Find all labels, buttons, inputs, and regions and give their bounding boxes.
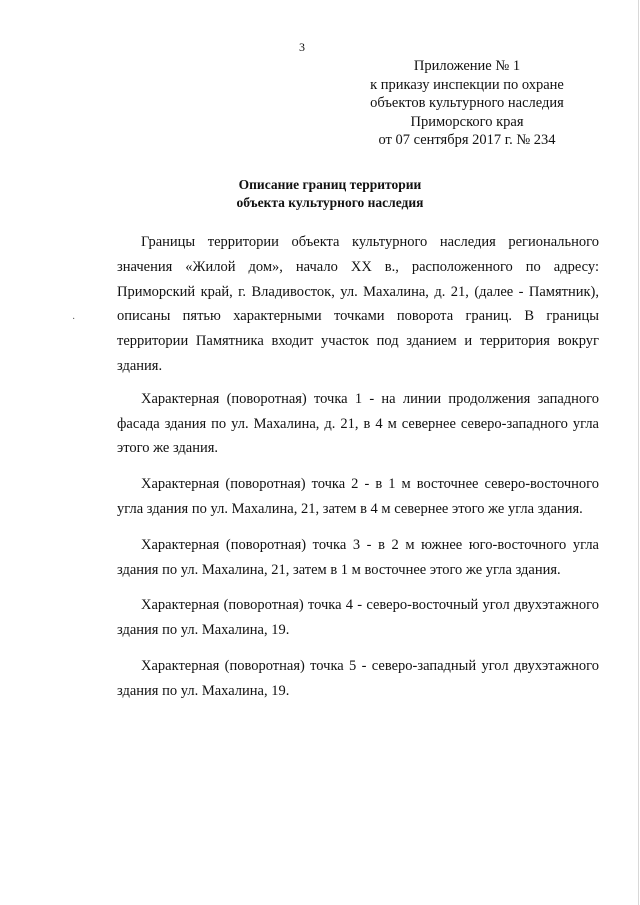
body-paragraph: Характерная (поворотная) точка 4 - северо-восточный угол двухэтажного здания по ул. Махалина, 19.: [117, 597, 599, 639]
body-paragraph: Характерная (поворотная) точка 3 - в 2 м южнее юго-восточного угла здания по ул. Махалина, 21, затем в 1 м восточнее этого же угла здания.: [117, 536, 599, 578]
appendix-line: от 07 сентября 2017 г. № 234: [378, 132, 556, 148]
body-paragraph: Характерная (поворотная) точка 1 - на линии продолжения западного фасада здания по ул. Махалина, д. 21, в 4 м севернее северо-западного угла этого же здания.: [117, 390, 599, 457]
body-paragraph: Характерная (поворотная) точка 5 - северо-западный угол двухэтажного здания по ул. Махалина, 19.: [117, 657, 599, 699]
appendix-line: объектов культурного наследия: [370, 95, 564, 111]
scan-edge-line: [638, 0, 639, 905]
document-body: [117, 230, 599, 715]
appendix-header: [352, 57, 582, 150]
appendix-line: Приложение № 1: [413, 58, 521, 74]
document-title: [10, 176, 640, 212]
appendix-line: к приказу инспекции по охране: [370, 76, 564, 93]
page-number: 3: [299, 40, 305, 54]
scan-mark: ·: [72, 314, 76, 325]
appendix-line: Приморского края: [410, 113, 524, 130]
body-paragraph: Границы территории объекта культурного наследия регионального значения «Жилой дом», начало XX в., расположенного по адресу: Приморский край, г. Владивосток, ул. Махалина, д. 21, (далее - Памятник), описаны пятью характерными точками поворота границ. В границы территории Памятника входит участок под зданием и территория вокруг здания.: [117, 234, 599, 374]
body-paragraph: Характерная (поворотная) точка 2 - в 1 м восточнее северо-восточного угла здания по ул. Махалина, 21, затем в 4 м севернее этого же угла здания.: [117, 476, 599, 517]
title-line: Описание границ территории: [238, 177, 422, 192]
title-line: объекта культурного наследия: [236, 195, 424, 210]
